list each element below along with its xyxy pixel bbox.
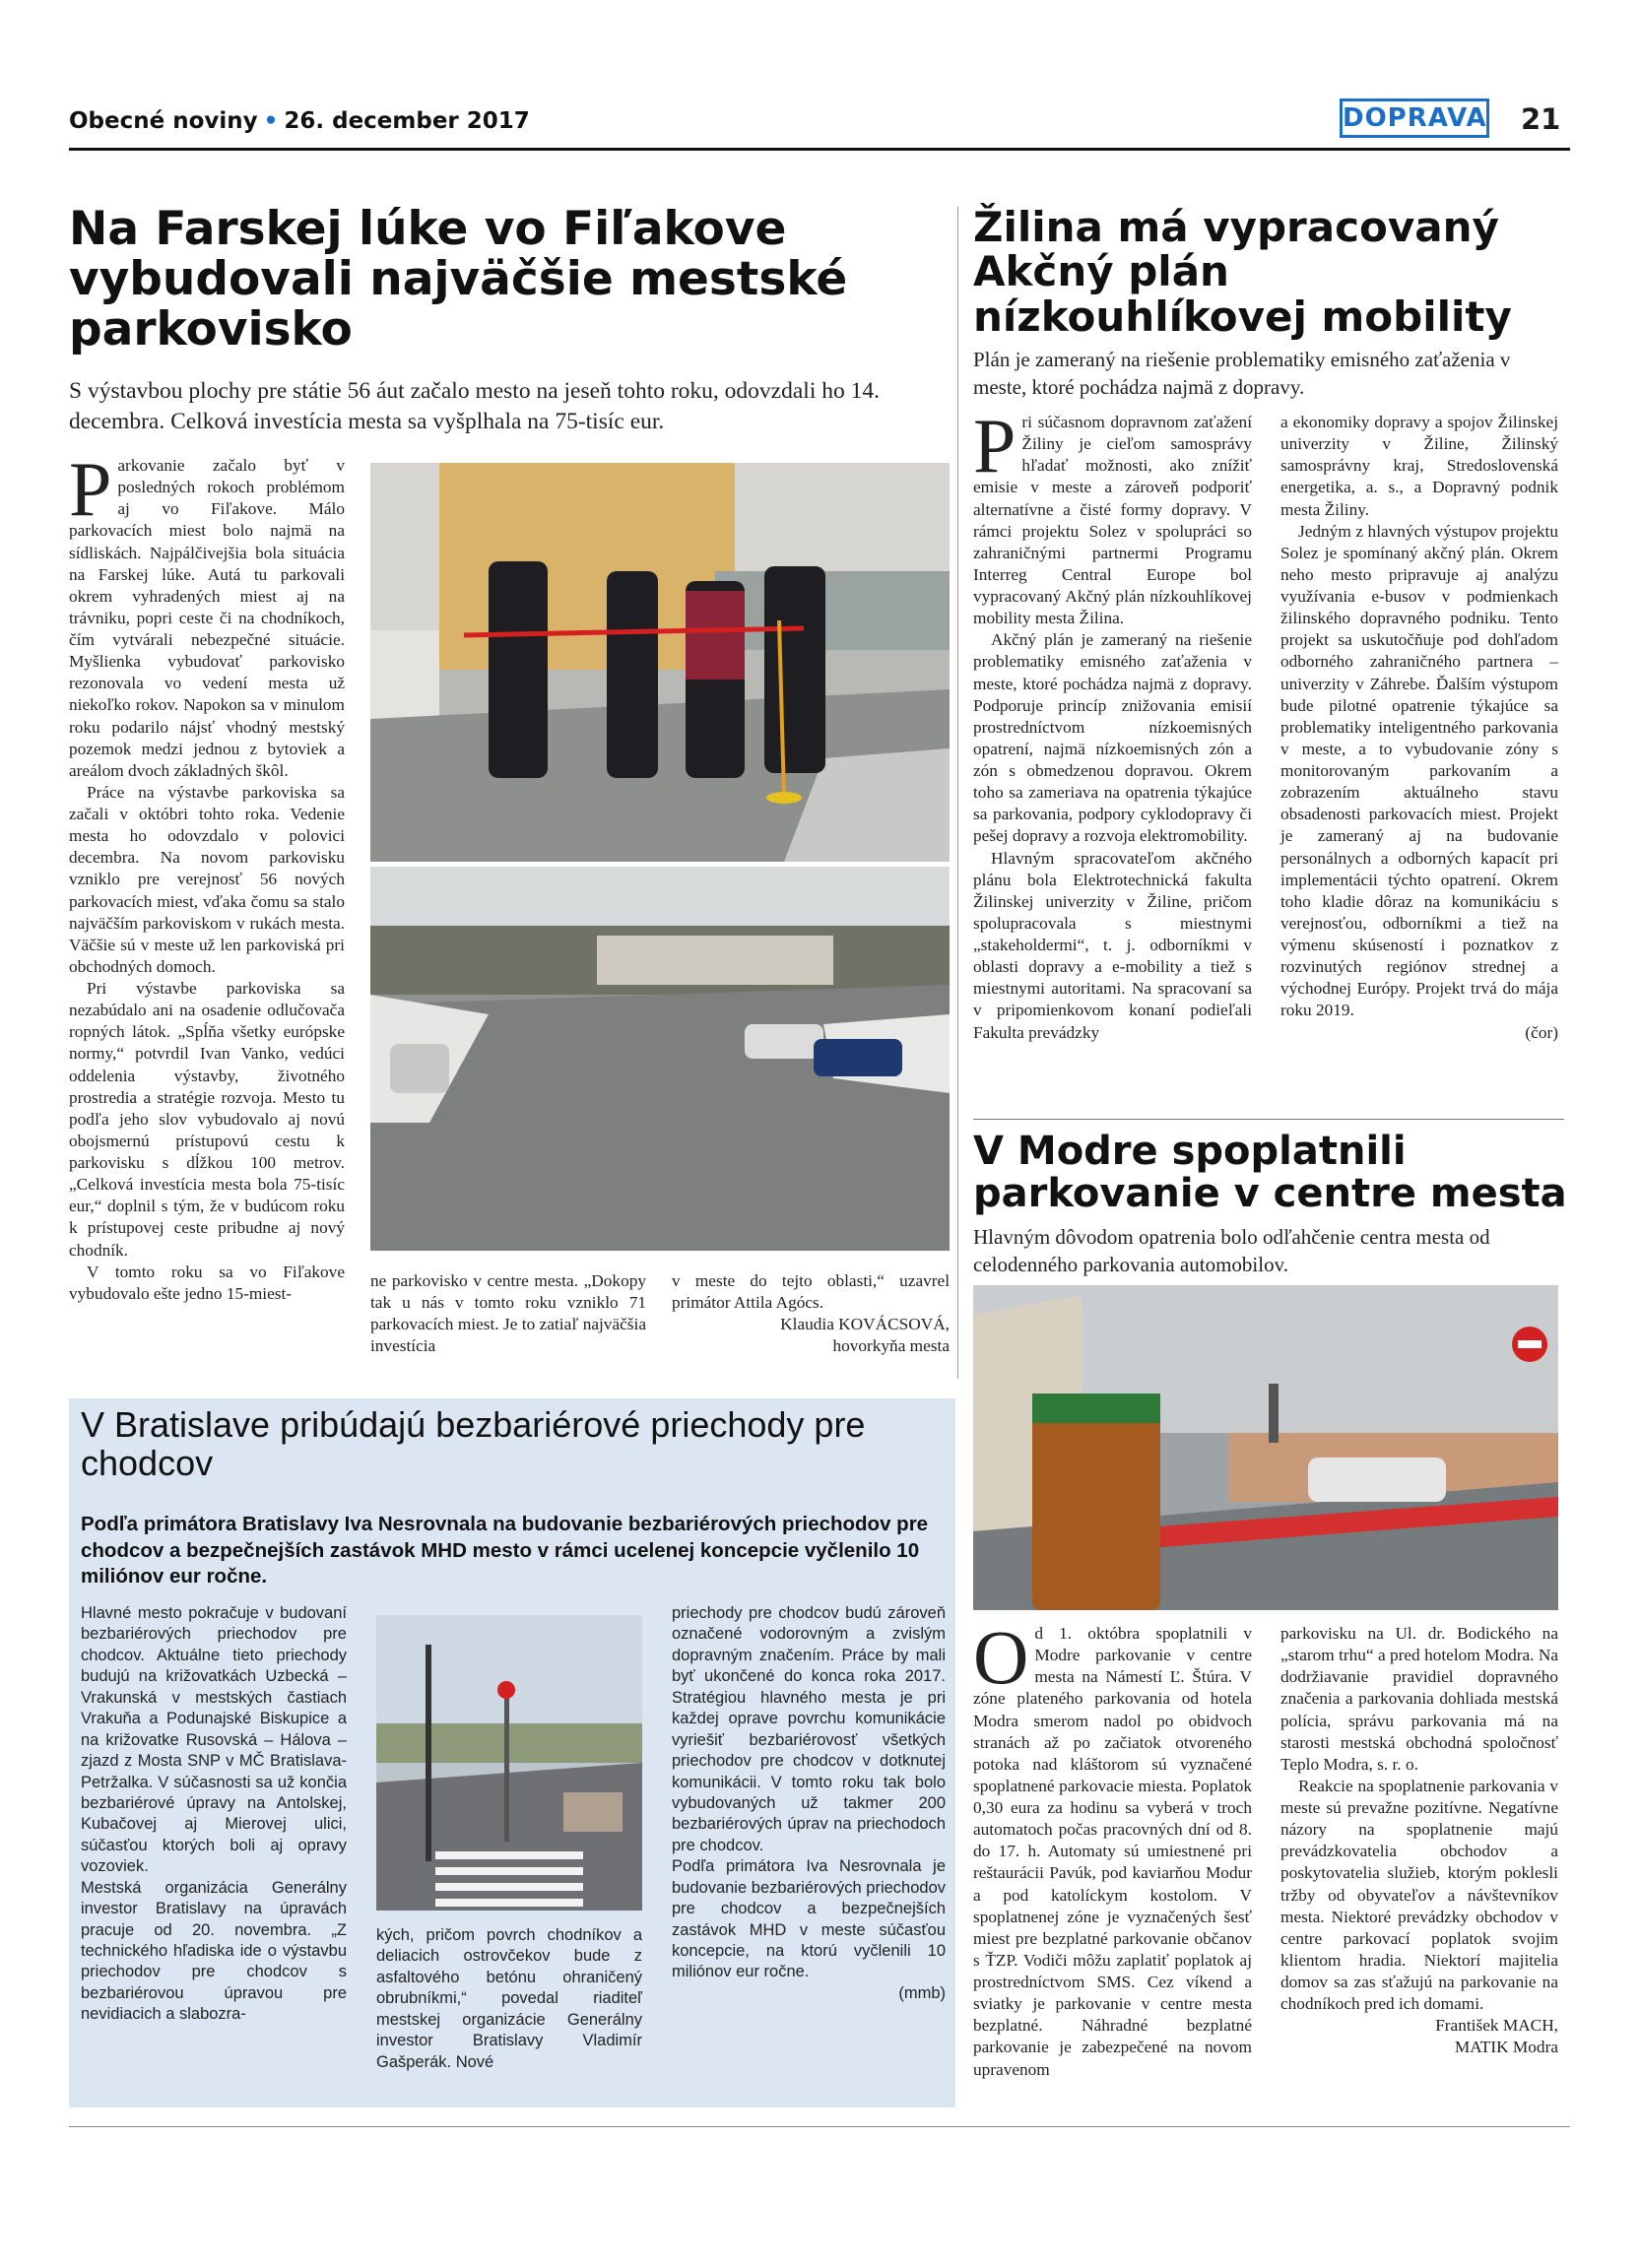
paragraph: Práce na výstavbe parkoviska sa začali v októbri tohto roka. Vedenie mesta ho odovzdalo v polovici decembra. Na novom parkovisku vzniklo pre verejnosť 56 nových parkovacích miest, vďaka čomu sa stalo najväčším parkoviskom v rukách mesta. Väčšie sú v meste už len parkoviská pri obchodných domoch. — [69, 782, 345, 976]
signature: (mmb) — [898, 1983, 946, 2002]
author-name: Klaudia KOVÁCSOVÁ, — [780, 1315, 950, 1334]
photo-modra-street — [973, 1285, 1558, 1610]
paragraph: Jedným z hlavných výstupov projektu Solez je spomínaný akčný plán. Okrem neho mesto pripravuje aj analýzu využívania e-busov v podmienkach žilinského dopravného podniku. Tento projekt sa uskutočňuje pod dohľadom odborného zahraničného partnera – univerzity v Záhrebe. Ďalším výstupom bude pilotné opatrenie týkajúce sa problematiky inteligentného parkovania v meste, a to vybudovanie zóny s monitorovaným parkovaním a zobrazením aktuálneho stavu obsadenosti parkovacích miest. Projekt je zameraný aj na budovanie personálnych a odborných kapacít pri implementácii týchto opatrení. Okrem toho kladie dôraz na komunikáciu s verejnosťou, odborníkmi a tiež na výmenu skúseností i poznatkov z rozvinutých regiónov strednej a východnej Európy. Projekt trvá do mája roku 2019. — [1280, 521, 1558, 1020]
article-divider — [973, 1119, 1564, 1120]
paragraph: V tomto roku sa vo Fiľakove vybudovalo ešte jedno 15-miest- — [69, 1262, 345, 1303]
zilina-column-2 — [1280, 412, 1558, 1044]
paragraph: Hlavné mesto pokračuje v budovaní bezbariérových priechodov pre chodcov. Aktuálne tieto priechody budujú na križovatkách Uzbecká – Vrakunská v mestských častiach Vrakuňa a Podunajské Biskupice a na križovatke Rusovská – Hálova – zjazd z Mosta SNP v MČ Bratislava-Petržalka. V súčasnosti sa už končia bezbariérové úpravy na Antolskej, Kubačovej aj Mierovej ulici, súčasťou ktorých boli aj opravy vozoviek. — [81, 1604, 347, 1876]
paragraph: Hlavným spracovateľom akčného plánu bola Elektrotechnická fakulta Žilinskej univerzity v Žiline, pričom spolupracovala s miestnymi „stakeholdermi“, t. j. odborníkmi v oblasti dopravy a e-mobility a tiež s miestnymi autoritami. Na spracovaní sa v pripomienkovom konaní podieľali Fakulta prevádzky — [973, 848, 1252, 1042]
lead-bratislava: Podľa primátora Bratislavy Iva Nesrovnala na budovanie bezbariérových priechodov pre chodcov a bezpečnejších zastávok MHD mesto v rámci ucelenej koncepcie vyčlenilo 10 miliónov eur ročne. — [81, 1513, 929, 1588]
modra-column-1 — [973, 1614, 1252, 2081]
paragraph: a ekonomiky dopravy a spojov Žilinskej univerzity v Žiline, Žilinský samosprávny kraj, Stredoslovenská energetika, a. s., a Dopravný podnik mesta Žiliny. — [1280, 413, 1558, 519]
paragraph: parkovisku na Ul. dr. Bodického na „starom trhu“ a pred hotelom Modra. Na dodržiavanie pravidiel dopravného značenia a parkovania dohliada mestská polícia, správu parkovania má na starosti mestská obchodná spoločnosť Teplo Modra, s. r. o. — [1280, 1624, 1558, 1774]
lead-modra: Hlavným dôvodom opatrenia bolo odľahčenie centra mesta od celodenného parkovania automobilov. — [973, 1225, 1490, 1276]
bratislava-column-2 — [376, 1925, 642, 2073]
lead-zilina: Plán je zameraný na riešenie problematiky emisného zaťaženia v meste, ktoré pochádza najmä z dopravy. — [973, 348, 1511, 399]
author-org: MATIK Modra — [1454, 2038, 1558, 2057]
paragraph: Podľa primátora Iva Nesrovnala je budovanie bezbariérových priechodov pre chodcov a bezpečnejších zastávok MHD v meste súčasťou koncepcie, na ktorú vyčlenili 10 miliónov eur ročne. — [672, 1857, 946, 1981]
zilina-column-1 — [973, 403, 1252, 1044]
filakovo-column-1 — [69, 446, 345, 1305]
header-rule — [69, 148, 1570, 151]
headline-filakovo: Na Farskej lúke vo Fiľakove vybudovali najväčšie mestské parkovisko — [69, 202, 848, 356]
modra-column-2 — [1280, 1623, 1558, 2059]
column-divider — [957, 207, 958, 1379]
separator-dot: • — [263, 108, 279, 134]
section-badge: DOPRAVA — [1340, 98, 1489, 138]
paragraph: Akčný plán je zameraný na riešenie problematiky emisného zaťaženia v meste, ktoré pochádza najmä z dopravy. Podporuje princíp znižovania emisií prostredníctvom nízkoemisných opatrení, najmä nízkoemisných zón a zón s obmedzenou dopravou. Okrem toho sa zameriava na opatrenia týkajúce sa parkovania, podpory cyklodopravy či pešej dopravy a rozvoja elektromobility. — [973, 630, 1252, 846]
photo-parking-lot — [370, 867, 950, 1251]
paragraph: arkovanie začalo byť v posledných rokoch problémom aj vo Fiľakove. Málo parkovacích miest bolo najmä na sídliskách. Najpálčivejšia bola situácia na Farskej lúke. Autá tu parkovali okrem vyhradených miest aj na trávniku, popri ceste či na chodníkoch, čím vytvárali nebezpečné situácie. Myšlienka vybudovať parkovisko rezonovala vo vedení mesta už niekoľko rokov. Napokon sa v minulom roku podarilo nájsť vhodný mestský pozemok medzi jednou z bytoviek a areálom dvoch základných škôl. — [69, 456, 345, 780]
paragraph: v meste do tejto oblasti,“ uzavrel primátor Attila Agócs. — [672, 1271, 950, 1313]
headline-bratislava: V Bratislave pribúdajú bezbariérové priechody pre chodcov — [81, 1404, 866, 1483]
filakovo-column-2 — [370, 1270, 646, 1358]
paragraph: ri súčasnom dopravnom zaťažení Žiliny je cieľom samosprávy hľadať možnosti, ako znížiť emisie v meste a zároveň podporiť alternatívne a čisté formy dopravy. V rámci projektu Solez v spolupráci so zahraničnými partnermi Programu Interreg Central Europe bol vypracovaný Akčný plán nízkouhlíkovej mobility mesta Žilina. — [973, 413, 1252, 628]
footer-rule — [69, 2126, 1570, 2127]
paragraph: ne parkovisko v centre mesta. „Dokopy tak u nás v tomto roku vzniklo 71 parkovacích miest. Je to zatiaľ najväčšia investícia — [370, 1271, 646, 1356]
paragraph: kých, pričom povrch chodníkov a deliacich ostrovčekov bude z asfaltového betónu ohraničený obrubníkmi,“ povedal riaditeľ mestskej organizácie Generálny investor Bratislavy Vladimír Gašperák. Nové — [376, 1926, 642, 2071]
paragraph: d 1. októbra spoplatnili v Modre parkovanie v centre mesta na Námestí Ľ. Štúra. V zóne plateného parkovania od hotela Modra smerom nadol po obidvoch stranách až po začiatok otvoreného potoka nad kláštorom sú vyznačené spoplatnené parkovacie miesta. Poplatok 0,30 eura za hodinu sa vyberá v troch automatoch počas pracovných dní od 8. do 17. h. Automaty sú umiestnené pri reštaurácii Pavúk, pod kaviarňou Modur a pod katolíckym kostolom. V spoplatnenej zóne je vyznačených šesť miest pre bezplatné parkovanie občanov s ŤZP. Vodiči môžu zaplatiť poplatok aj prostredníctvom SMS. Cez víkend a sviatky je parkovanie v centre mesta bezplatné. Náhradné bezplatné parkovanie je zabezpečené na novom upravenom — [973, 1624, 1252, 2079]
lead-filakovo: S výstavbou plochy pre státie 56 áut začalo mesto na jeseň tohto roku, odovzdali ho 14. decembra. Celková investícia mesta sa vyšplhala na 75-tisíc eur. — [69, 378, 880, 435]
filakovo-column-3 — [672, 1270, 950, 1358]
drop-cap: O — [973, 1614, 1029, 1700]
issue-date: 26. december 2017 — [284, 108, 530, 134]
paragraph: priechody pre chodcov budú zároveň označené vodorovným a zvislým dopravným značením. Práce by mali byť ukončené do konca roka 2017. Stratégiou hlavného mesta je pri každej oprave povrchu komunikácie vyriešiť bezbariérovosť všetkých priechodov pre chodcov v dotknutej komunikácii. V tomto roku tak bolo vybudovaných už takmer 200 bezbariérových úprav na priechodoch pre chodcov. — [672, 1604, 946, 1854]
headline-modra: V Modre spoplatnili parkovanie v centre mesta — [973, 1129, 1567, 1217]
bratislava-column-3 — [672, 1603, 946, 2004]
signature: (čor) — [1525, 1022, 1558, 1042]
paragraph: Pri výstavbe parkoviska sa nezabúdalo ani na osadenie odlučovača ropných látok. „Spĺňa všetky európske normy,“ potvrdil Ivan Vanko, vedúci oddelenia výstavby, životného prostredia a stratégie rozvoja. Mesto tu podľa jeho slov vybudovalo aj novú obojsmernú prístupovú cestu k parkovisku s dĺžkou 100 metrov. „Celková investícia mesta bola 75-tisíc eur,“ doplnil s tým, že v budúcom roku k prístupovej ceste pribudne aj nový chodník. — [69, 979, 345, 1260]
paragraph: Reakcie na spoplatnenie parkovania v meste sú prevažne pozitívne. Negatívne názory na spoplatnenie majú prevádzkovatelia obchodov a poskytovatelia služieb, ktorým poklesli tržby od obyvateľov a návštevníkov mesta. Niektoré prevádzky obchodov v centre parkovací poplatok svojim klientom hradia. Niektorí majitelia domov sa zas sťažujú na parkovanie na chodníkoch pred ich domami. — [1280, 1776, 1558, 2014]
paragraph: Mestská organizácia Generálny investor Bratislavy na úpravách pracuje od 20. novembra. „Z technického hľadiska ide o výstavbu priechodov pre chodcov s bezbariérovou úpravou pre nevidiacich a slabozra- — [81, 1878, 347, 2024]
bratislava-column-1 — [81, 1603, 347, 2026]
drop-cap: P — [69, 446, 112, 532]
page-number: 21 — [1521, 102, 1561, 136]
author-role: hovorkyňa mesta — [832, 1336, 950, 1356]
publication-name: Obecné noviny — [69, 108, 258, 134]
headline-zilina: Žilina má vypracovaný Akčný plán nízkouhlíkovej mobility — [973, 203, 1512, 341]
running-header — [69, 108, 530, 134]
photo-ribbon-cutting — [370, 463, 950, 862]
author-name: František MACH, — [1435, 2016, 1558, 2036]
drop-cap: P — [973, 403, 1017, 488]
photo-crosswalk — [376, 1615, 642, 1911]
